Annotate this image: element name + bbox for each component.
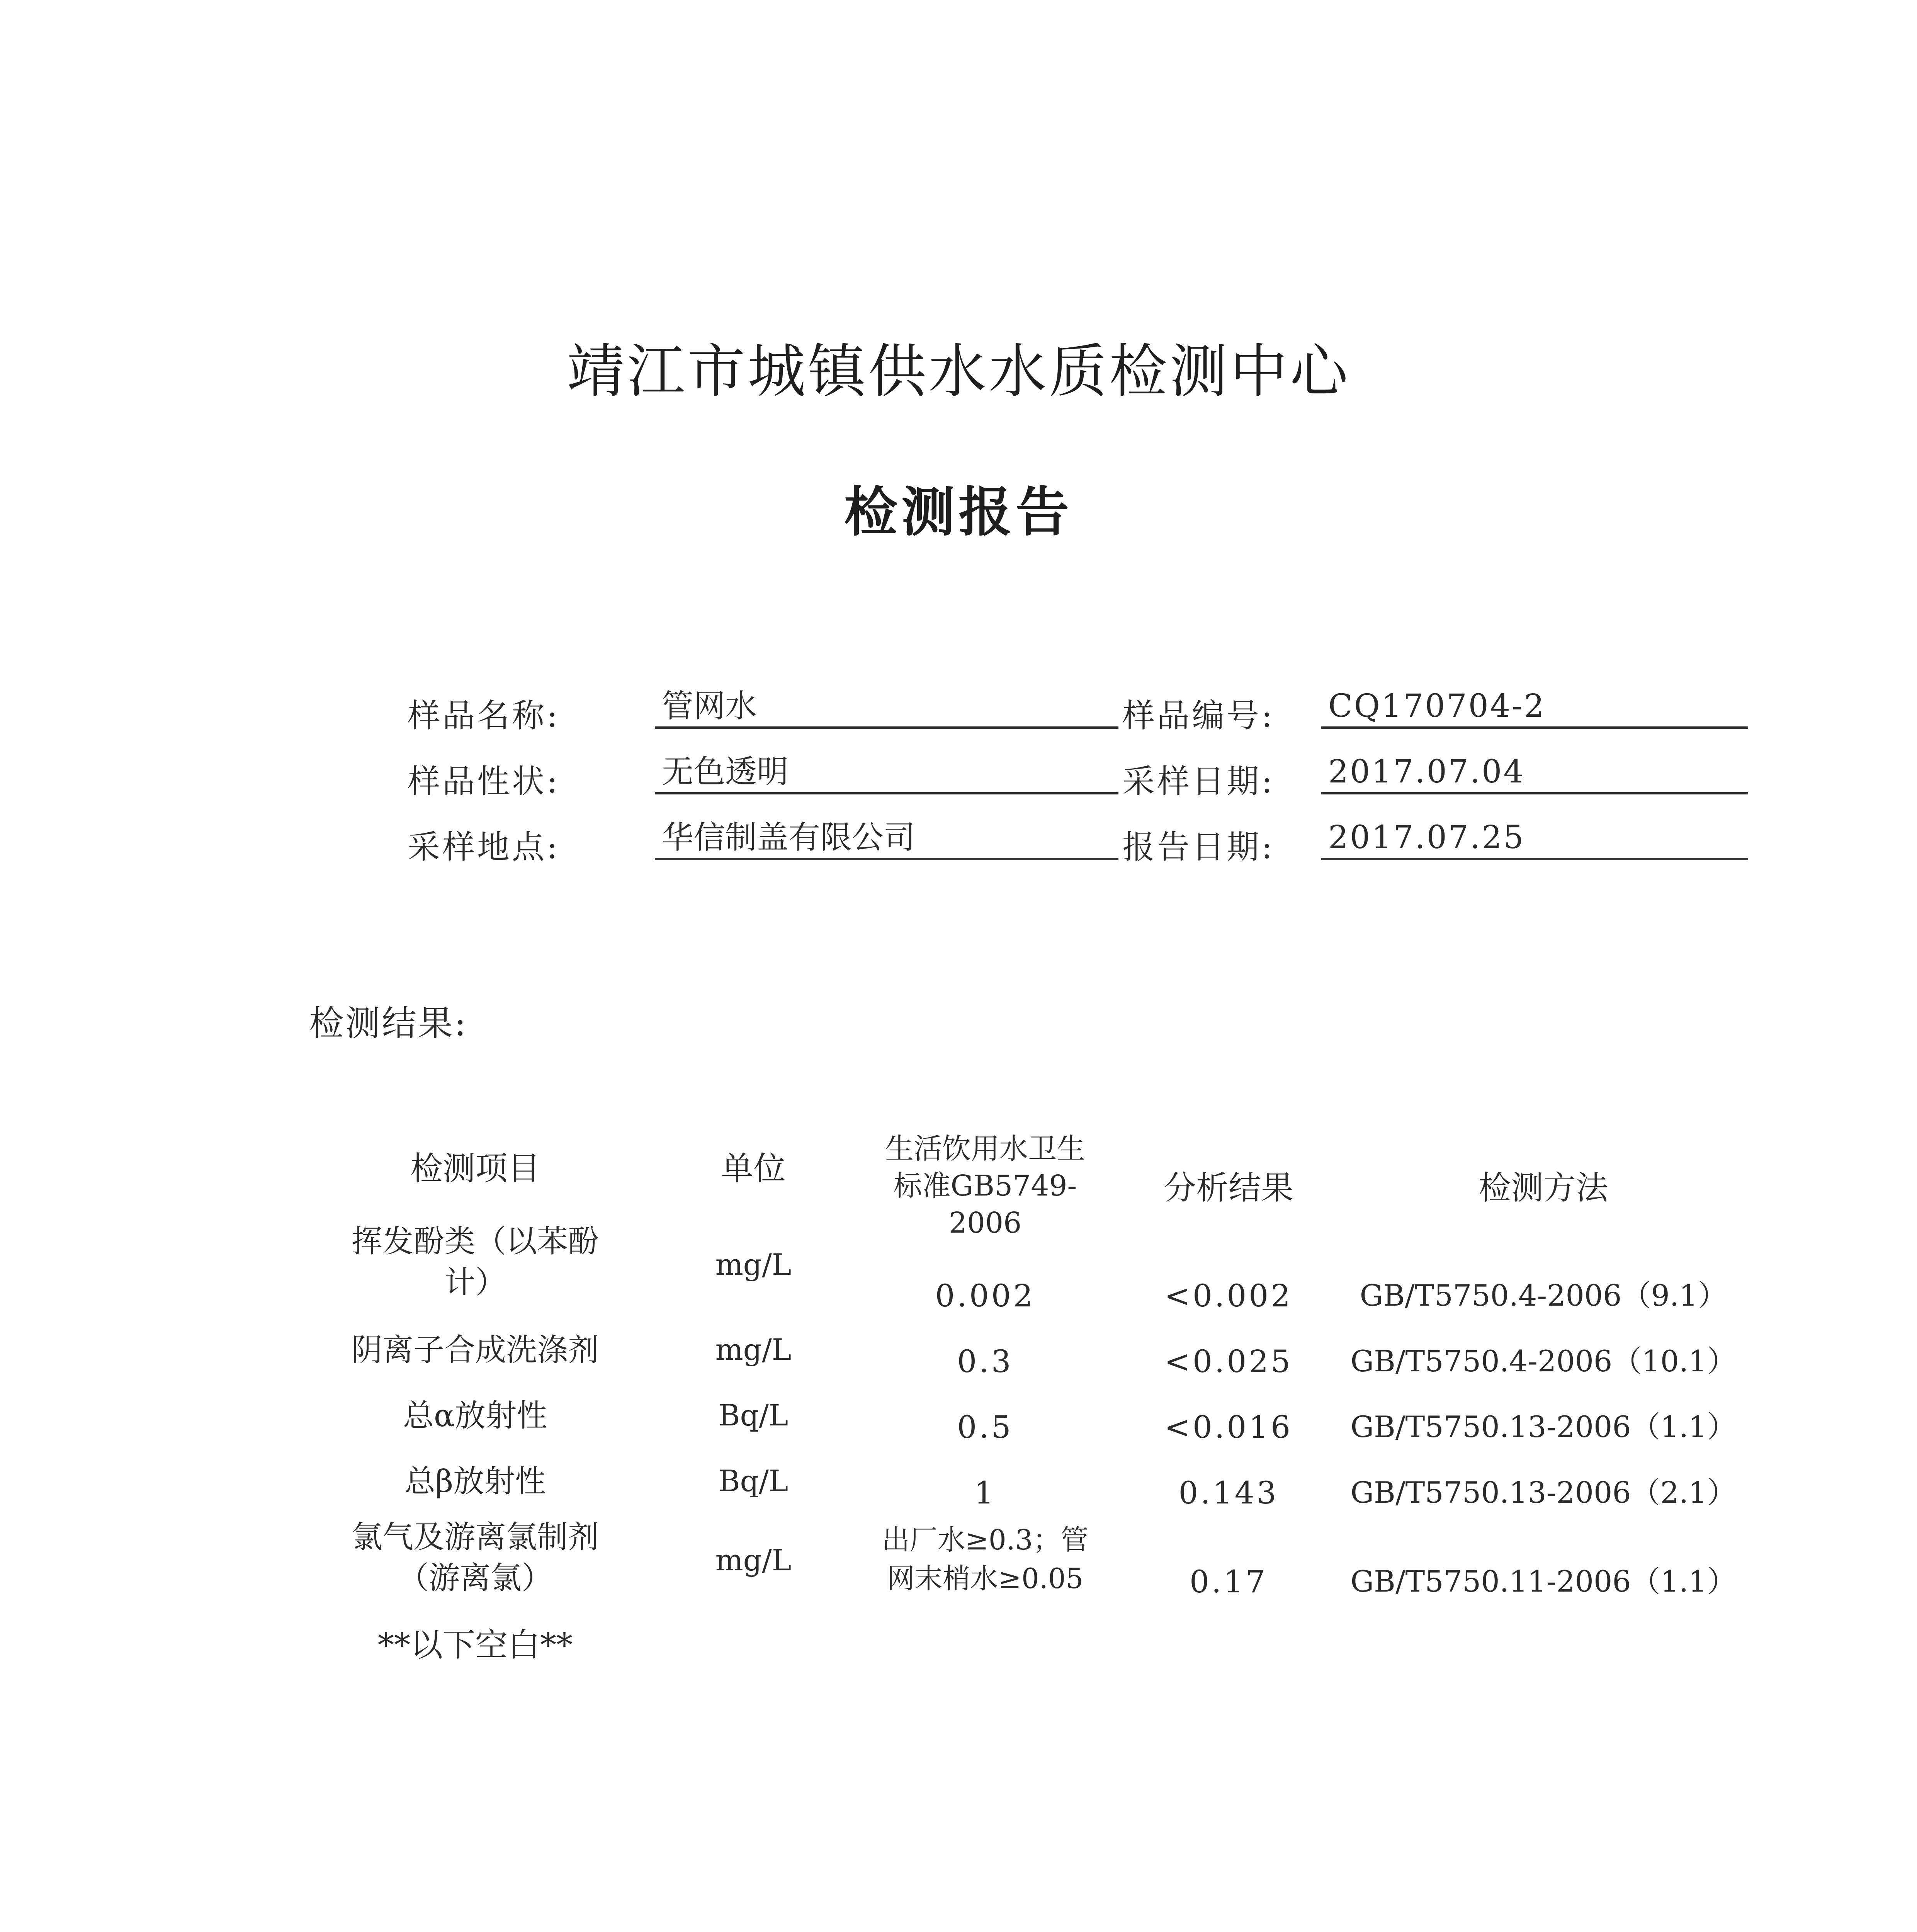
sampling-date-label: 采样日期: <box>1122 762 1275 800</box>
row-item: 总β放射性 <box>404 1463 546 1499</box>
report-date-value: 2017.07.25 <box>1321 819 1748 860</box>
row-item: 总α放射性 <box>403 1398 548 1434</box>
sampling-site-value: 华信制盖有限公司 <box>655 819 1118 860</box>
row-item: 阴离子合成洗涤剂 <box>352 1332 599 1368</box>
blank-note: **以下空白** <box>377 1626 573 1664</box>
row-standard: 1 <box>974 1475 996 1511</box>
header-standard: 生活饮用水卫生标准GB5749-2006 <box>885 1132 1085 1240</box>
header-unit: 单位 <box>721 1150 786 1187</box>
sample-name-label: 样品名称: <box>408 697 560 735</box>
row-result: <0.016 <box>1164 1409 1293 1445</box>
results-label: 检测结果: <box>309 1003 468 1044</box>
row-unit: mg/L <box>715 1247 792 1282</box>
sample-name-value: 管网水 <box>655 688 1118 729</box>
row-method: GB/T5750.13-2006（1.1） <box>1350 1410 1737 1444</box>
organization-title: 靖江市城镇供水水质检测中心 <box>566 338 1350 405</box>
row-method: GB/T5750.13-2006（2.1） <box>1350 1475 1737 1510</box>
row-unit: Bq/L <box>718 1398 789 1432</box>
row-standard: 0.3 <box>957 1344 1013 1379</box>
row-result: <0.002 <box>1164 1278 1293 1314</box>
row-unit: mg/L <box>715 1332 792 1367</box>
row-unit: Bq/L <box>718 1464 789 1498</box>
row-item: 挥发酚类（以苯酚计） <box>352 1223 599 1300</box>
row-standard: 0.5 <box>957 1409 1013 1445</box>
header-method: 检测方法 <box>1478 1169 1608 1207</box>
sample-no-label: 样品编号: <box>1122 697 1275 735</box>
sampling-date-value: 2017.07.04 <box>1321 753 1748 794</box>
row-result: <0.025 <box>1164 1344 1293 1379</box>
row-unit: mg/L <box>715 1543 792 1577</box>
row-result: 0.17 <box>1189 1564 1268 1600</box>
sample-state-value: 无色透明 <box>655 753 1118 794</box>
header-item: 检测项目 <box>410 1150 540 1187</box>
row-method: GB/T5750.4-2006（10.1） <box>1350 1344 1737 1378</box>
row-standard: 出厂水≥0.3；管网末梢水≥0.05 <box>882 1524 1089 1595</box>
report-title: 检测报告 <box>844 480 1073 543</box>
header-result: 分析结果 <box>1163 1169 1293 1207</box>
sampling-site-label: 采样地点: <box>408 828 560 866</box>
row-method: GB/T5750.11-2006（1.1） <box>1350 1564 1737 1599</box>
row-method: GB/T5750.4-2006（9.1） <box>1360 1278 1727 1313</box>
report-date-label: 报告日期: <box>1122 828 1275 866</box>
sample-state-label: 样品性状: <box>408 762 560 800</box>
sample-no-value: CQ170704-2 <box>1321 688 1748 729</box>
row-item: 氯气及游离氯制剂（游离氯） <box>352 1519 599 1596</box>
row-result: 0.143 <box>1178 1475 1279 1511</box>
row-standard: 0.002 <box>935 1278 1035 1314</box>
